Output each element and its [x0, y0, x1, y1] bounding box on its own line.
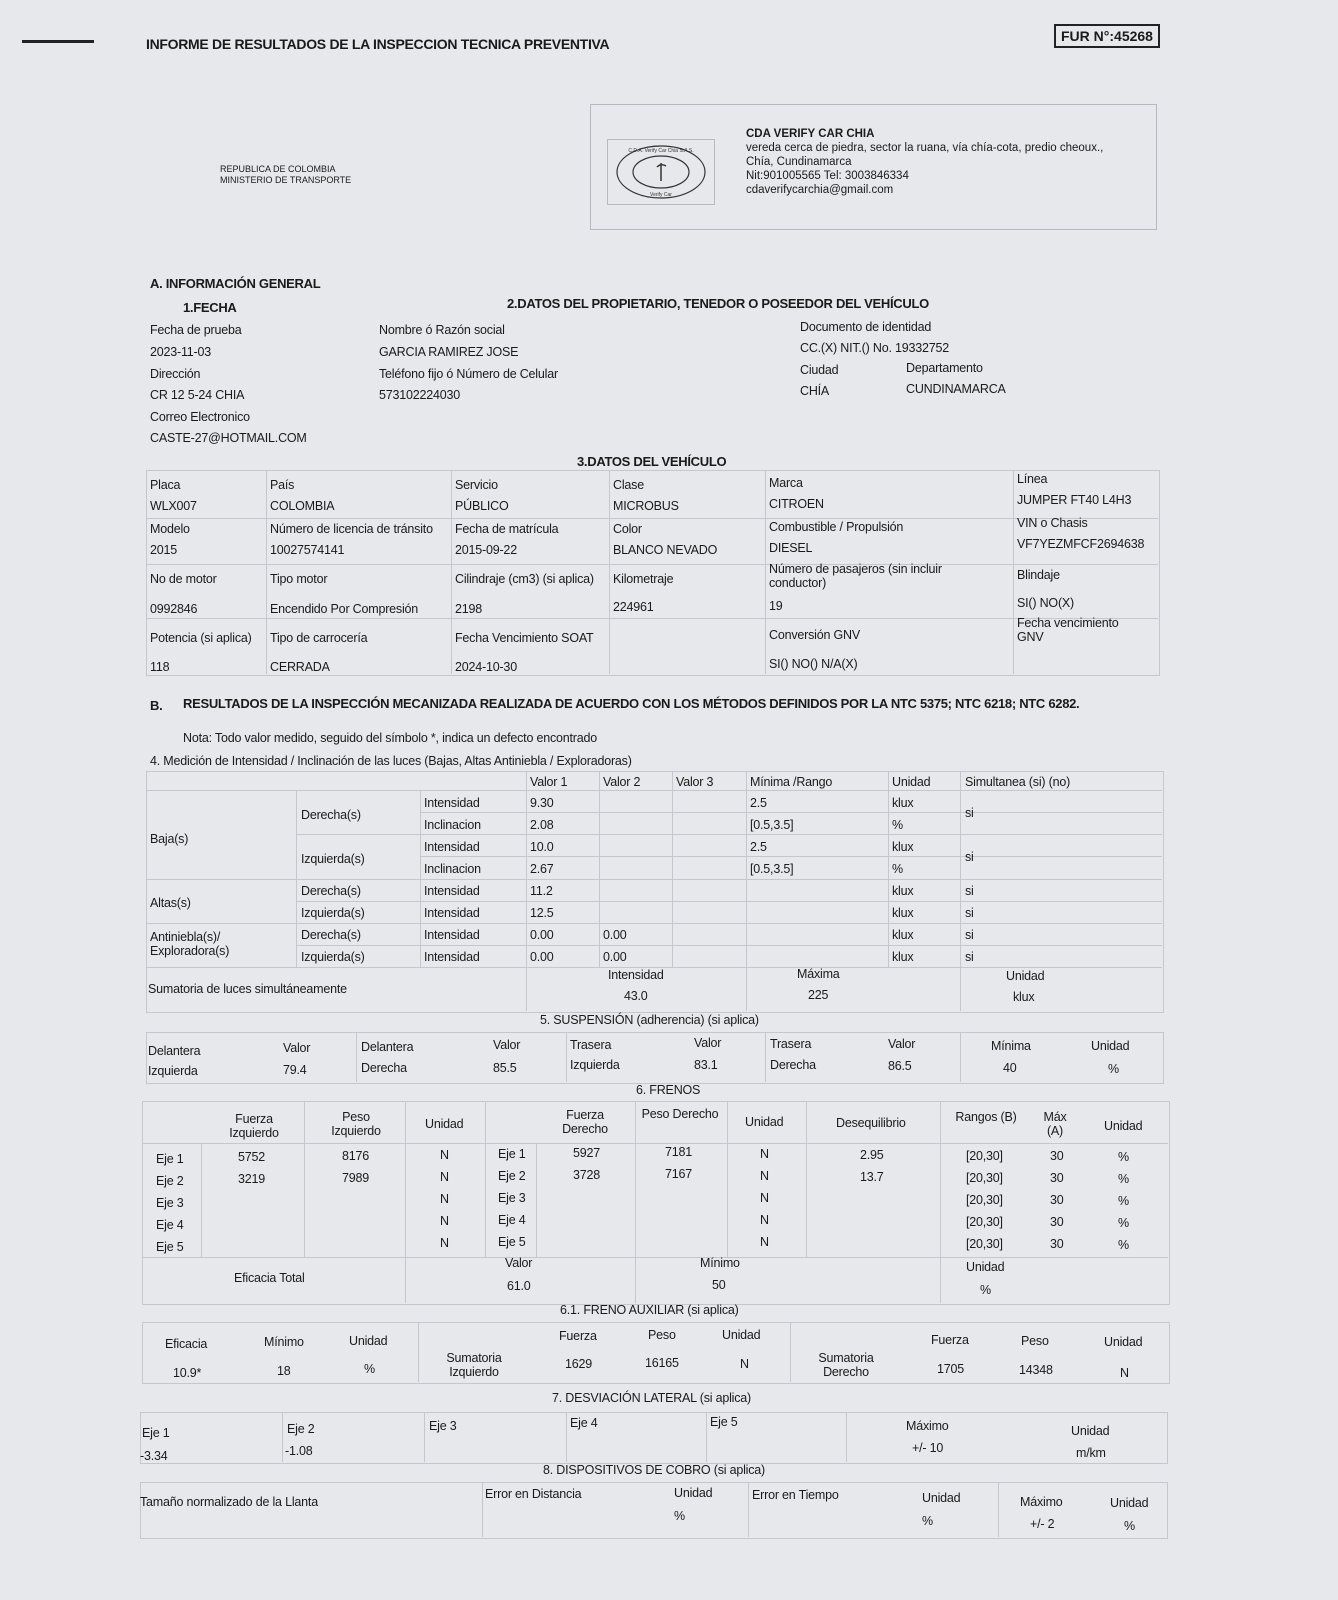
- altas-label: Altas(s): [150, 896, 191, 910]
- servicio-label: Servicio: [455, 478, 498, 492]
- cobro-pct-2: %: [922, 1514, 933, 1528]
- altas-derecha: Derecha(s): [301, 884, 361, 898]
- susp-valor-2: Valor: [493, 1038, 521, 1052]
- aux-eficacia: 10.9*: [173, 1366, 202, 1380]
- aux-sum-der: Sumatoria Derecho: [818, 1351, 874, 1379]
- r3-type: Intensidad: [424, 840, 480, 854]
- fb-rango-3: [20,30]: [966, 1193, 1003, 1207]
- ef-valor-label: Valor: [505, 1256, 533, 1270]
- correo-value: CASTE-27@HOTMAIL.COM: [150, 431, 307, 445]
- fb-n-der-5: N: [760, 1235, 769, 1249]
- r7-v2: 0.00: [603, 928, 627, 942]
- frenos-title: 6. FRENOS: [636, 1083, 701, 1097]
- susp-td: 86.5: [888, 1059, 912, 1073]
- sum-u-label: Unidad: [1006, 969, 1045, 983]
- licencia-value: 10027574141: [270, 543, 345, 557]
- sum-label: Sumatoria de luces simultáneamente: [148, 982, 347, 996]
- pais-label: País: [270, 478, 295, 492]
- aux-fuerza-label-2: Fuerza: [931, 1333, 969, 1347]
- aux-n-1: N: [740, 1357, 749, 1371]
- r6-type: Intensidad: [424, 906, 480, 920]
- color-value: BLANCO NEVADO: [613, 543, 718, 557]
- sum-max-value: 225: [808, 988, 829, 1002]
- fb-eje-der-1: Eje 1: [498, 1147, 526, 1161]
- blindaje-value: SI() NO(X): [1017, 596, 1075, 610]
- r6-v1: 12.5: [530, 906, 554, 920]
- fb-pct-2: %: [1118, 1172, 1129, 1186]
- direccion-label: Dirección: [150, 367, 201, 381]
- report-title: INFORME DE RESULTADOS DE LA INSPECCION TECNICA PREVENTIVA: [146, 36, 610, 52]
- aux-minimo: 18: [277, 1364, 291, 1378]
- susp-unidad: %: [1108, 1062, 1119, 1076]
- tipo-motor-label: Tipo motor: [270, 572, 328, 586]
- aux-n-2: N: [1120, 1366, 1129, 1380]
- nota: Nota: Todo valor medido, seguido del símbolo *, indica un defecto encontrado: [183, 731, 598, 745]
- fb-eje-der-4: Eje 4: [498, 1213, 526, 1227]
- susp-tra-der-1: Trasera: [770, 1037, 812, 1051]
- cda-text: [746, 127, 1103, 197]
- luces-h-v3: Valor 3: [676, 775, 714, 789]
- cda-name: CDA VERIFY CAR CHIA: [746, 128, 875, 140]
- fb-pi-2: 7989: [342, 1171, 370, 1185]
- auxiliar-title: 6.1. FRENO AUXILIAR (si aplica): [560, 1303, 739, 1317]
- cilindraje-label: Cilindraje (cm3) (si aplica): [455, 572, 594, 586]
- gnv-value: SI() NO() N/A(X): [769, 657, 858, 671]
- aux-fuerza-label-1: Fuerza: [559, 1329, 597, 1343]
- ef-minimo: 50: [712, 1278, 726, 1292]
- aux-fd: 1705: [937, 1362, 965, 1376]
- anti-derecha: Derecha(s): [301, 928, 361, 942]
- section-a-title: A. INFORMACIÓN GENERAL: [150, 276, 321, 291]
- cda-email: cdaverifycarchia@gmail.com: [746, 184, 894, 196]
- susp-ti: 83.1: [694, 1058, 718, 1072]
- cobro-table: [140, 1482, 1168, 1539]
- combustible-label: Combustible / Propulsión: [769, 520, 904, 534]
- luces-h-unidad: Unidad: [892, 775, 931, 789]
- cobro-title: 8. DISPOSITIVOS DE COBRO (si aplica): [543, 1463, 766, 1477]
- r7-v1: 0.00: [530, 928, 554, 942]
- susp-valor-4: Valor: [888, 1037, 916, 1051]
- fb-h-peso-der: Peso Derecho: [641, 1107, 719, 1121]
- r3-min: 2.5: [750, 840, 767, 854]
- depto-label: Departamento: [906, 361, 983, 375]
- marca-label: Marca: [769, 476, 803, 490]
- ciudad-value: CHÍA: [800, 384, 830, 398]
- fb-pd-2: 7167: [665, 1167, 693, 1181]
- fb-pd-1: 7181: [665, 1145, 693, 1159]
- r6-u: klux: [892, 906, 914, 920]
- aux-unidad-label-3: Unidad: [1104, 1335, 1143, 1349]
- luces-title: 4. Medición de Intensidad / Inclinación de las luces (Bajas, Altas Antiniebla / Exploradoras): [150, 754, 632, 768]
- susp-valor-3: Valor: [694, 1036, 722, 1050]
- pasajeros-label: Número de pasajeros (sin incluir conductor): [769, 562, 942, 590]
- motor-value: 0992846: [150, 602, 198, 616]
- susp-valor-1: Valor: [283, 1041, 311, 1055]
- km-label: Kilometraje: [613, 572, 674, 586]
- suspension-title: 5. SUSPENSIÓN (adherencia) (si aplica): [540, 1013, 759, 1027]
- r1-min: 2.5: [750, 796, 767, 810]
- susp-minima-label: Mínima: [991, 1039, 1031, 1053]
- fb-fi-2: 3219: [238, 1172, 266, 1186]
- ciudad-label: Ciudad: [800, 363, 839, 377]
- r4-v1: 2.67: [530, 862, 554, 876]
- tipo-motor-value: Encendido Por Compresión: [270, 602, 419, 616]
- desviacion-title: 7. DESVIACIÓN LATERAL (si aplica): [552, 1391, 752, 1405]
- fb-eje-izq-4: Eje 4: [156, 1218, 184, 1232]
- luces-h-sim: Simultanea (si) (no): [965, 775, 1071, 789]
- color-label: Color: [613, 522, 642, 536]
- gnv-venc-label: Fecha vencimiento GNV: [1017, 616, 1119, 644]
- fb-eje-izq-5: Eje 5: [156, 1240, 184, 1254]
- aux-unidad: %: [364, 1362, 375, 1376]
- matricula-value: 2015-09-22: [455, 543, 517, 557]
- sum-int-value: 43.0: [624, 989, 648, 1003]
- luces-h-min: Mínima /Rango: [750, 775, 833, 789]
- r7-type: Intensidad: [424, 928, 480, 942]
- fb-n-izq-5: N: [440, 1236, 449, 1250]
- matricula-label: Fecha de matrícula: [455, 522, 559, 536]
- combustible-value: DIESEL: [769, 541, 813, 555]
- aux-peso-label-2: Peso: [1021, 1334, 1049, 1348]
- desv-eje1: -3.34: [140, 1449, 168, 1463]
- fb-n-izq-1: N: [440, 1148, 449, 1162]
- seal-bottom-text: Verify Car: [650, 192, 672, 198]
- fb-h-unidad-2: Unidad: [745, 1115, 784, 1129]
- fb-h-rangos: Rangos (B): [955, 1110, 1017, 1124]
- cda-seal: [607, 139, 715, 205]
- susp-tra-izq-1: Trasera: [570, 1038, 612, 1052]
- fb-eje-der-3: Eje 3: [498, 1191, 526, 1205]
- fb-pi-1: 8176: [342, 1149, 370, 1163]
- fb-n-izq-3: N: [440, 1192, 449, 1206]
- aux-eficacia-label: Eficacia: [165, 1337, 208, 1351]
- pasajeros-value: 19: [769, 599, 783, 613]
- aux-unidad-label-2: Unidad: [722, 1328, 761, 1342]
- bajas-derecha: Derecha(s): [301, 808, 361, 822]
- carroceria-value: CERRADA: [270, 660, 330, 674]
- cobro-unidad-label-3: Unidad: [1110, 1496, 1149, 1510]
- r5-u: klux: [892, 884, 914, 898]
- cobro-unidad-label-1: Unidad: [674, 1486, 713, 1500]
- potencia-label: Potencia (si aplica): [150, 631, 252, 645]
- sim-altas-izq: si: [965, 906, 974, 920]
- susp-unidad-label: Unidad: [1091, 1039, 1130, 1053]
- fb-h-max: Máx (A): [1043, 1110, 1067, 1138]
- linea-value: JUMPER FT40 L4H3: [1017, 493, 1132, 507]
- sim-bajas-izq: si: [965, 850, 974, 864]
- cda-nit: Nit:901005565 Tel: 3003846334: [746, 170, 909, 182]
- fb-rango-5: [20,30]: [966, 1237, 1003, 1251]
- r4-min: [0.5,3.5]: [750, 862, 794, 876]
- depto-value: CUNDINAMARCA: [906, 382, 1006, 396]
- clase-value: MICROBUS: [613, 499, 679, 513]
- telefono-value: 573102224030: [379, 388, 461, 402]
- sim-altas-der: si: [965, 884, 974, 898]
- desv-unidad-label: Unidad: [1071, 1424, 1110, 1438]
- cda-address: vereda cerca de piedra, sector la ruana, vía chía-cota, predio cheoux.,: [746, 142, 1104, 154]
- fb-n-izq-4: N: [440, 1214, 449, 1228]
- susp-del-izq-2: Izquierda: [148, 1064, 198, 1078]
- fb-pct-5: %: [1118, 1238, 1129, 1252]
- r5-type: Intensidad: [424, 884, 480, 898]
- aux-minimo-label: Mínimo: [264, 1335, 304, 1349]
- cobro-err-dist: Error en Distancia: [485, 1487, 582, 1501]
- linea-label: Línea: [1017, 472, 1048, 486]
- vehiculo-title: 3.DATOS DEL VEHÍCULO: [577, 454, 727, 469]
- fb-max-1: 30: [1050, 1149, 1064, 1163]
- owner-title: 2.DATOS DEL PROPIETARIO, TENEDOR O POSEEDOR DEL VEHÍCULO: [507, 296, 929, 311]
- desv-eje2-label: Eje 2: [287, 1422, 315, 1436]
- correo-label: Correo Electronico: [150, 410, 250, 424]
- fb-eje-der-5: Eje 5: [498, 1235, 526, 1249]
- nombre-label: Nombre ó Razón social: [379, 323, 505, 337]
- fecha-title: 1.FECHA: [183, 300, 237, 315]
- fecha-label: Fecha de prueba: [150, 323, 242, 337]
- header-dash: [22, 40, 94, 43]
- sim-bajas-der: si: [965, 806, 974, 820]
- fb-fd-1: 5927: [573, 1146, 601, 1160]
- fb-max-3: 30: [1050, 1193, 1064, 1207]
- pais-value: COLOMBIA: [270, 499, 335, 513]
- section-b-title: RESULTADOS DE LA INSPECCIÓN MECANIZADA REALIZADA DE ACUERDO CON LOS MÉTODOS DEFINIDOS POR LA NTC 5375; NTC 6218; NTC 6282.: [183, 696, 1080, 711]
- cda-city: Chía, Cundinamarca: [746, 156, 852, 168]
- desv-max: +/- 10: [912, 1441, 944, 1455]
- modelo-value: 2015: [150, 543, 178, 557]
- cilindraje-value: 2198: [455, 602, 483, 616]
- cobro-max-label: Máximo: [1020, 1495, 1063, 1509]
- fb-h-fuerza-izq: Fuerza Izquierdo: [229, 1112, 279, 1140]
- fb-fi-1: 5752: [238, 1150, 266, 1164]
- cobro-err-tiempo: Error en Tiempo: [752, 1488, 839, 1502]
- luces-h-v1: Valor 1: [530, 775, 568, 789]
- gnv-label: Conversión GNV: [769, 628, 860, 642]
- cobro-max: +/- 2: [1030, 1517, 1055, 1531]
- km-value: 224961: [613, 600, 654, 614]
- sum-int-label: Intensidad: [608, 968, 664, 982]
- altas-izquierda: Izquierda(s): [301, 906, 365, 920]
- aux-pd: 14348: [1019, 1363, 1053, 1377]
- potencia-value: 118: [150, 660, 170, 674]
- fb-des-2: 13.7: [860, 1170, 884, 1184]
- fecha-value: 2023-11-03: [150, 345, 212, 359]
- fb-des-1: 2.95: [860, 1148, 884, 1162]
- r8-v2: 0.00: [603, 950, 627, 964]
- r7-u: klux: [892, 928, 914, 942]
- fb-h-deseq: Desequilibrio: [836, 1116, 906, 1130]
- doc-value: CC.(X) NIT.() No. 19332752: [800, 341, 950, 355]
- aux-fi: 1629: [565, 1357, 593, 1371]
- r8-v1: 0.00: [530, 950, 554, 964]
- aux-sum-izq: Sumatoria Izquierdo: [446, 1351, 502, 1379]
- r8-type: Intensidad: [424, 950, 480, 964]
- fb-eje-izq-2: Eje 2: [156, 1174, 184, 1188]
- vin-label: VIN o Chasis: [1017, 516, 1088, 530]
- ministry-block: [220, 164, 351, 186]
- fb-rango-4: [20,30]: [966, 1215, 1003, 1229]
- cobro-pct-1: %: [674, 1509, 685, 1523]
- seal-icon: [613, 143, 709, 201]
- motor-label: No de motor: [150, 572, 217, 586]
- servicio-value: PÚBLICO: [455, 499, 509, 513]
- r4-u: %: [892, 862, 903, 876]
- fb-pct-4: %: [1118, 1216, 1129, 1230]
- susp-del-der-1: Delantera: [361, 1040, 414, 1054]
- fb-max-5: 30: [1050, 1237, 1064, 1251]
- aux-peso-label-1: Peso: [648, 1328, 676, 1342]
- desv-unidad: m/km: [1076, 1446, 1106, 1460]
- telefono-label: Teléfono fijo ó Número de Celular: [379, 367, 558, 381]
- fb-eje-der-2: Eje 2: [498, 1169, 526, 1183]
- fb-n-der-4: N: [760, 1213, 769, 1227]
- r1-u: klux: [892, 796, 914, 810]
- susp-tra-izq-2: Izquierda: [570, 1058, 620, 1072]
- placa-value: WLX007: [150, 499, 197, 513]
- fb-max-4: 30: [1050, 1215, 1064, 1229]
- fb-h-unidad-3: Unidad: [1104, 1119, 1143, 1133]
- ef-minimo-label: Mínimo: [700, 1256, 740, 1270]
- fb-rango-1: [20,30]: [966, 1149, 1003, 1163]
- sum-u-value: klux: [1013, 990, 1035, 1004]
- desv-eje3-label: Eje 3: [429, 1419, 457, 1433]
- licencia-label: Número de licencia de tránsito: [270, 522, 433, 536]
- cobro-unidad-label-2: Unidad: [922, 1491, 961, 1505]
- doc-label: Documento de identidad: [800, 320, 932, 334]
- marca-value: CITROEN: [769, 497, 824, 511]
- aux-unidad-label: Unidad: [349, 1334, 388, 1348]
- soat-label: Fecha Vencimiento SOAT: [455, 631, 594, 645]
- susp-tra-der-2: Derecha: [770, 1058, 816, 1072]
- r2-min: [0.5,3.5]: [750, 818, 794, 832]
- fb-n-der-1: N: [760, 1147, 769, 1161]
- fb-h-unidad-1: Unidad: [425, 1117, 464, 1131]
- ef-unidad-label: Unidad: [966, 1260, 1005, 1274]
- bajas-izquierda: Izquierda(s): [301, 852, 365, 866]
- anti-izquierda: Izquierda(s): [301, 950, 365, 964]
- ministerio-label: MINISTERIO DE TRANSPORTE: [220, 175, 352, 185]
- r4-type: Inclinacion: [424, 862, 481, 876]
- fb-max-2: 30: [1050, 1171, 1064, 1185]
- luces-h-v2: Valor 2: [603, 775, 641, 789]
- seal-top-text: C.D.A. Verify Car Chia S.A.S.: [628, 148, 694, 154]
- sim-anti-der: si: [965, 928, 974, 942]
- r5-v1: 11.2: [530, 884, 553, 898]
- r1-type: Intensidad: [424, 796, 480, 810]
- republica-label: REPUBLICA DE COLOMBIA: [220, 164, 336, 174]
- desv-eje4-label: Eje 4: [570, 1416, 598, 1430]
- direccion-value: CR 12 5-24 CHIA: [150, 388, 245, 402]
- antiniebla-label: Antiniebla(s)/ Exploradora(s): [150, 930, 230, 958]
- fb-pct-3: %: [1118, 1194, 1129, 1208]
- r2-u: %: [892, 818, 903, 832]
- fb-n-der-2: N: [760, 1169, 769, 1183]
- desv-max-label: Máximo: [906, 1419, 949, 1433]
- fb-eje-izq-3: Eje 3: [156, 1196, 184, 1210]
- r2-type: Inclinacion: [424, 818, 481, 832]
- susp-del-der-2: Derecha: [361, 1061, 407, 1075]
- aux-pi: 16165: [645, 1356, 679, 1370]
- vin-value: VF7YEZMFCF2694638: [1017, 537, 1145, 551]
- fb-eje-izq-1: Eje 1: [156, 1152, 184, 1166]
- cobro-pct-3: %: [1124, 1519, 1135, 1533]
- nombre-value: GARCIA RAMIREZ JOSE: [379, 345, 519, 359]
- clase-label: Clase: [613, 478, 644, 492]
- sum-max-label: Máxima: [797, 967, 840, 981]
- r1-v1: 9.30: [530, 796, 554, 810]
- fb-h-fuerza-der: Fuerza Derecho: [562, 1108, 608, 1136]
- fb-n-der-3: N: [760, 1191, 769, 1205]
- susp-del-izq-1: Delantera: [148, 1044, 201, 1058]
- r3-u: klux: [892, 840, 914, 854]
- r2-v1: 2.08: [530, 818, 554, 832]
- susp-dd: 85.5: [493, 1061, 517, 1075]
- fb-pct-1: %: [1118, 1150, 1129, 1164]
- fb-n-izq-2: N: [440, 1170, 449, 1184]
- fb-h-peso-izq: Peso Izquierdo: [331, 1110, 381, 1138]
- carroceria-label: Tipo de carrocería: [270, 631, 368, 645]
- cobro-llanta: Tamaño normalizado de la Llanta: [140, 1495, 318, 1509]
- fb-fd-2: 3728: [573, 1168, 601, 1182]
- desv-eje2: -1.08: [285, 1444, 313, 1458]
- desv-eje1-label: Eje 1: [142, 1426, 170, 1440]
- eficacia-total-label: Eficacia Total: [234, 1271, 305, 1285]
- r3-v1: 10.0: [530, 840, 554, 854]
- modelo-label: Modelo: [150, 522, 190, 536]
- cda-info-box: [590, 104, 1157, 230]
- desv-eje5-label: Eje 5: [710, 1415, 738, 1429]
- bajas-label: Baja(s): [150, 832, 189, 846]
- ef-valor: 61.0: [507, 1279, 531, 1293]
- section-b-letter: B.: [150, 698, 163, 713]
- r8-u: klux: [892, 950, 914, 964]
- susp-di: 79.4: [283, 1063, 307, 1077]
- fur-number: FUR N°:45268: [1054, 24, 1160, 48]
- placa-label: Placa: [150, 478, 181, 492]
- blindaje-label: Blindaje: [1017, 568, 1060, 582]
- ef-unidad: %: [980, 1283, 991, 1297]
- fb-rango-2: [20,30]: [966, 1171, 1003, 1185]
- sim-anti-izq: si: [965, 950, 974, 964]
- soat-value: 2024-10-30: [455, 660, 517, 674]
- susp-minima: 40: [1003, 1061, 1017, 1075]
